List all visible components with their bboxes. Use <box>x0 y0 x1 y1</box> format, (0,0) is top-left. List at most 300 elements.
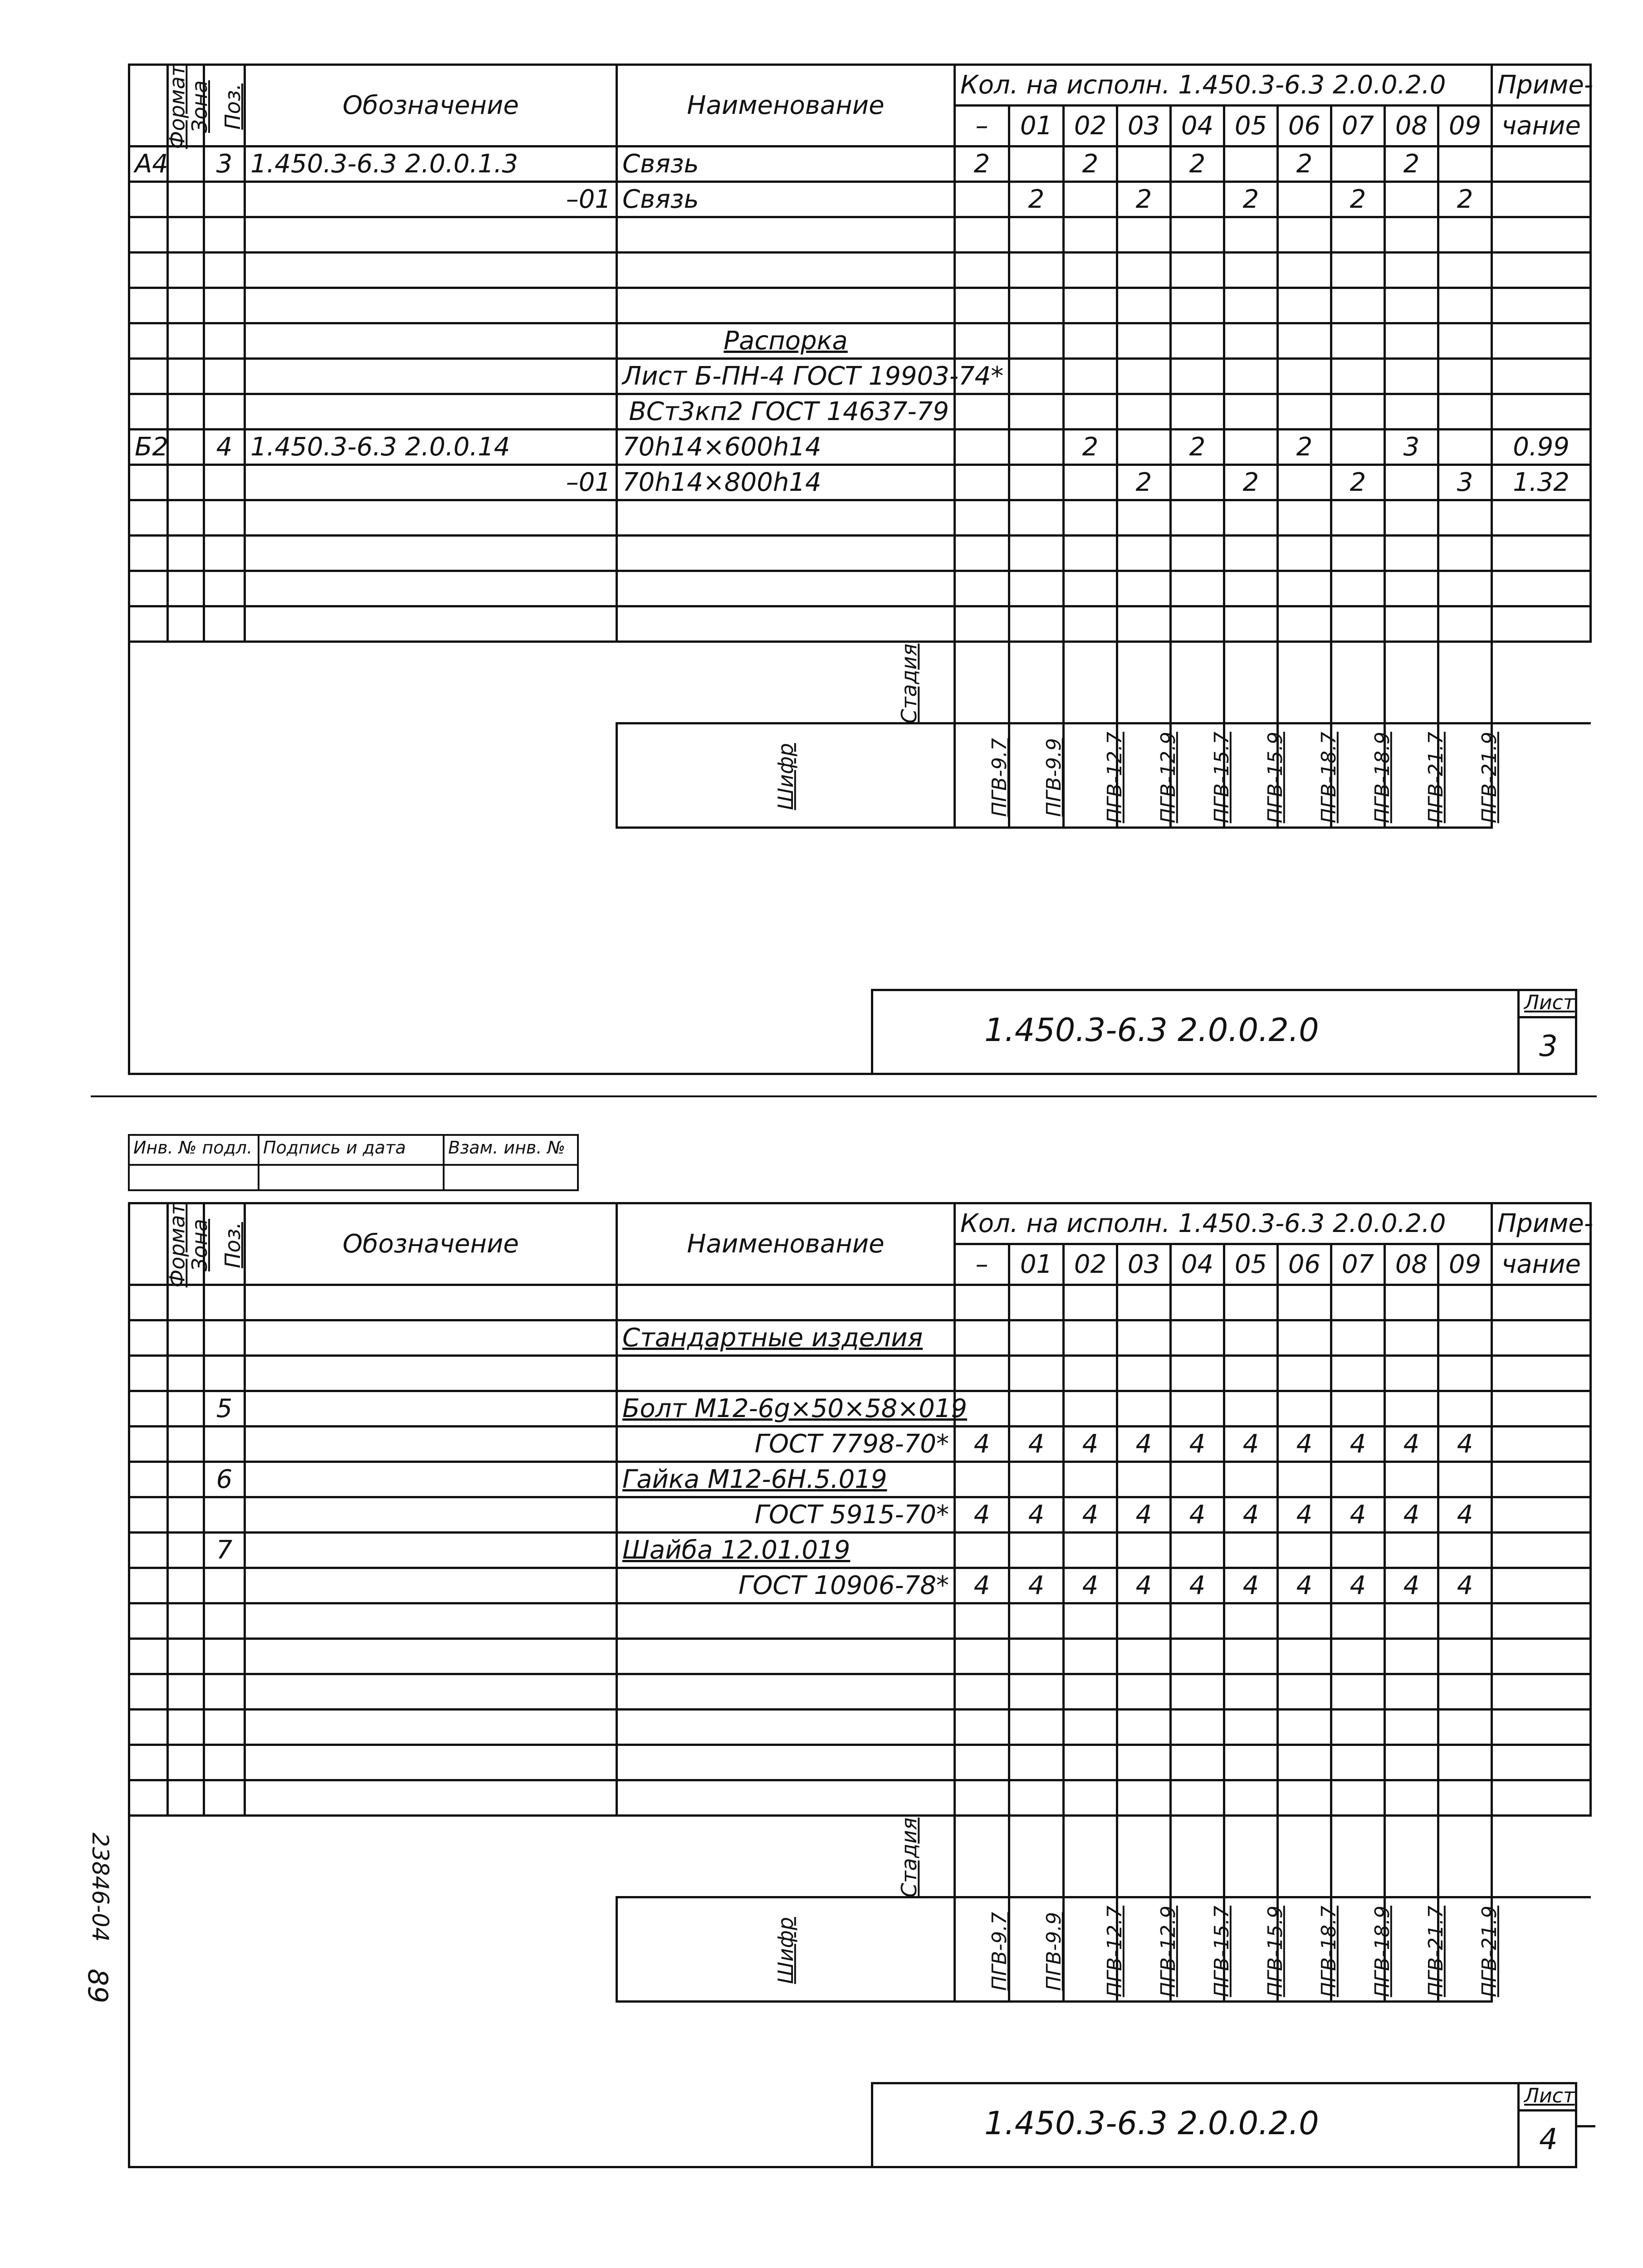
cell-qty: 4 <box>1117 1427 1171 1462</box>
cell-designation <box>245 1320 617 1356</box>
table-row <box>129 1497 1591 1533</box>
cell-zone <box>168 1497 204 1533</box>
cell-name: Лист Б-ПН-4 ГОСТ 19903-74* <box>617 359 955 394</box>
cell-format <box>129 606 168 642</box>
header-pos: Поз. <box>204 65 245 147</box>
cell-qty <box>1385 571 1438 606</box>
cell-designation <box>245 359 617 394</box>
cell-name <box>617 1285 955 1320</box>
cipher-text: ПГВ-12.7 <box>1103 1905 1126 1997</box>
cell-pos <box>204 1568 245 1603</box>
cell-pos <box>204 1603 245 1639</box>
sheet-4 <box>0 1134 1643 2268</box>
cell-qty <box>1438 1780 1492 1816</box>
cell-note <box>1492 1427 1591 1462</box>
cipher-note-cell <box>1492 1897 1591 2002</box>
table-row <box>129 465 1591 500</box>
cell-qty <box>1278 323 1331 359</box>
cell-format <box>129 1533 168 1568</box>
cell-qty <box>1009 1320 1064 1356</box>
cell-qty <box>1385 359 1438 394</box>
cell-name <box>617 1533 955 1568</box>
cell-qty <box>1331 1674 1385 1710</box>
cell-note <box>1492 1497 1591 1533</box>
header-zone: Зона <box>168 1203 204 1285</box>
cell-qty <box>1278 359 1331 394</box>
cell-note <box>1492 571 1591 606</box>
table-row <box>129 1780 1591 1816</box>
cell-qty <box>1385 1391 1438 1427</box>
cell-qty <box>1438 394 1492 430</box>
table-row <box>129 182 1591 217</box>
cell-qty <box>1438 1710 1492 1745</box>
cell-qty <box>1009 1674 1064 1710</box>
cell-pos <box>204 1427 245 1462</box>
cell-qty <box>1385 1710 1438 1745</box>
cell-name <box>617 1391 968 1427</box>
cell-qty <box>1009 536 1064 571</box>
cell-qty <box>1117 536 1171 571</box>
cell-note <box>1492 147 1591 182</box>
cell-qty <box>955 1639 1009 1674</box>
cell-format <box>129 1391 168 1427</box>
stage-label-text: Стадия <box>896 643 921 723</box>
header-variant-2: 02 <box>1064 1244 1117 1285</box>
cell-zone <box>168 359 204 394</box>
document-number: 1.450.3-6.3 2.0.0.2.0 <box>984 2105 1319 2142</box>
cell-zone <box>168 1462 204 1497</box>
cell-qty <box>1224 1639 1278 1674</box>
cell-qty <box>1278 217 1331 253</box>
cipher-text: ПГВ-21.9 <box>1477 731 1501 823</box>
cell-qty <box>1117 1639 1171 1674</box>
cell-qty: 4 <box>1278 1427 1331 1462</box>
cell-zone <box>168 288 204 323</box>
cell-name <box>617 1603 955 1639</box>
cell-qty <box>1171 1533 1224 1568</box>
cell-qty <box>1064 1533 1117 1568</box>
cell-designation <box>245 394 617 430</box>
cell-qty: 2 <box>1117 465 1171 500</box>
cell-qty <box>1171 1391 1224 1427</box>
cell-note <box>1492 1285 1591 1320</box>
cell-qty <box>1117 147 1171 182</box>
cell-qty <box>1331 1285 1385 1320</box>
cell-pos <box>204 1780 245 1816</box>
header-qty-group: Кол. на исполн. 1.450.3-6.3 2.0.0.2.0 <box>955 65 1492 106</box>
header-note-line2: чание <box>1492 106 1591 147</box>
cell-qty <box>1171 465 1224 500</box>
cell-qty <box>1224 288 1278 323</box>
cell-format <box>129 1710 168 1745</box>
cell-qty <box>1117 253 1171 288</box>
cell-qty: 2 <box>1224 182 1278 217</box>
approval-cell-blank <box>258 1164 445 1191</box>
cell-qty: 4 <box>1224 1427 1278 1462</box>
cell-qty: 4 <box>1438 1568 1492 1603</box>
cell-note <box>1492 536 1591 571</box>
cell-qty <box>1331 394 1385 430</box>
cell-format <box>129 288 168 323</box>
cell-qty <box>1171 571 1224 606</box>
cell-note <box>1492 1356 1591 1391</box>
cell-qty <box>955 1780 1009 1816</box>
cell-note <box>1492 1568 1591 1603</box>
cipher-text: ПГВ-9.9 <box>1042 1911 1066 1991</box>
cell-designation <box>245 536 617 571</box>
specification-table-sheet-4 <box>128 1202 1592 2003</box>
stage-label-text: Стадия <box>896 1817 921 1897</box>
cipher-text: ПГВ-12.9 <box>1156 731 1180 823</box>
cell-name <box>617 1710 955 1745</box>
cell-qty <box>1385 1603 1438 1639</box>
cell-qty <box>1117 500 1171 536</box>
cell-pos: 4 <box>204 430 245 465</box>
cell-pos <box>204 1285 245 1320</box>
footer-blank <box>129 1816 617 2002</box>
frame-left-line <box>128 1921 130 2168</box>
stage-cell <box>1385 642 1438 723</box>
cell-qty <box>1438 1356 1492 1391</box>
cipher-text: ПГВ-21.9 <box>1477 1905 1501 1997</box>
cell-qty <box>1171 1320 1224 1356</box>
cell-qty <box>1278 571 1331 606</box>
stage-cell <box>1331 1816 1385 1897</box>
cell-qty <box>1224 217 1278 253</box>
cell-qty <box>1064 1462 1117 1497</box>
cell-name-text: Болт М12-6g×50×58×019 <box>622 1393 968 1423</box>
header-designation: Обозначение <box>245 65 617 147</box>
cell-qty <box>1009 323 1064 359</box>
cell-qty <box>955 430 1009 465</box>
approval-cell-replaced: Взам. инв. № <box>443 1134 579 1166</box>
cipher-cell <box>1009 723 1064 828</box>
cell-format: А4 <box>129 147 168 182</box>
cell-qty: 4 <box>1385 1497 1438 1533</box>
table-row <box>129 394 1591 430</box>
cell-qty <box>1278 1391 1331 1427</box>
cell-format <box>129 1462 168 1497</box>
table-row <box>129 1745 1591 1780</box>
header-name: Наименование <box>617 1203 955 1285</box>
cell-qty <box>1117 1710 1171 1745</box>
cell-qty <box>1278 1710 1331 1745</box>
cell-zone <box>168 217 204 253</box>
cell-zone <box>168 1568 204 1603</box>
cell-qty <box>1064 1745 1117 1780</box>
cell-qty: 2 <box>1385 147 1438 182</box>
header-variant-9: 09 <box>1438 106 1492 147</box>
cell-zone <box>168 147 204 182</box>
cell-qty <box>1438 1285 1492 1320</box>
cell-qty <box>1385 1356 1438 1391</box>
cell-note <box>1492 1745 1591 1780</box>
cipher-text: ПГВ-12.9 <box>1156 1905 1180 1997</box>
cell-qty <box>1385 465 1438 500</box>
cell-pos <box>204 500 245 536</box>
cell-qty <box>1438 500 1492 536</box>
cell-zone <box>168 1674 204 1710</box>
cell-zone <box>168 394 204 430</box>
cell-qty <box>1224 500 1278 536</box>
cell-qty <box>1009 394 1064 430</box>
cell-qty <box>1438 430 1492 465</box>
cell-qty <box>1009 253 1064 288</box>
sheet-label: Лист <box>1524 991 1575 1014</box>
cipher-label-text: Шифр <box>773 743 798 810</box>
cell-qty: 4 <box>1117 1568 1171 1603</box>
cell-qty <box>1064 288 1117 323</box>
cell-qty <box>1171 182 1224 217</box>
cell-qty <box>1224 1603 1278 1639</box>
cell-qty <box>1064 359 1117 394</box>
cell-qty <box>1331 536 1385 571</box>
cell-qty <box>1009 1533 1064 1568</box>
cell-zone <box>168 1391 204 1427</box>
table-row <box>129 1603 1591 1639</box>
cipher-cell <box>955 1897 1009 2002</box>
cell-zone <box>168 430 204 465</box>
cell-name-text: Стандартные изделия <box>622 1323 923 1353</box>
cell-name <box>617 253 955 288</box>
cell-qty <box>955 1533 1009 1568</box>
cell-qty <box>1171 606 1224 642</box>
cell-format <box>129 1639 168 1674</box>
stage-cell <box>1224 1816 1278 1897</box>
cell-name <box>617 288 955 323</box>
cell-qty <box>1278 500 1331 536</box>
sheet-label: Лист <box>1524 2084 1575 2107</box>
cell-qty <box>1438 359 1492 394</box>
cell-qty: 2 <box>1064 147 1117 182</box>
cell-qty: 4 <box>1171 1427 1224 1462</box>
cell-qty <box>955 1710 1009 1745</box>
cell-qty <box>1331 323 1385 359</box>
cell-qty <box>1278 1356 1331 1391</box>
cell-name-text: Гайка М12-6Н.5.019 <box>622 1464 887 1494</box>
header-variant-4: 04 <box>1171 106 1224 147</box>
cell-designation: 1.450.3-6.3 2.0.0.1.3 <box>245 147 617 182</box>
cell-note <box>1492 288 1591 323</box>
table-row <box>129 500 1591 536</box>
header-variant-8: 08 <box>1385 106 1438 147</box>
cell-format <box>129 394 168 430</box>
sheet-3 <box>0 0 1643 1098</box>
stage-label <box>617 642 955 723</box>
cell-format <box>129 1320 168 1356</box>
cell-qty: 4 <box>955 1497 1009 1533</box>
stage-cell <box>1117 642 1171 723</box>
frame-bottom-line <box>128 1073 872 1075</box>
cipher-text: ПГВ-21.7 <box>1424 1905 1447 1997</box>
header-variant-3: 03 <box>1117 1244 1171 1285</box>
cell-qty <box>1331 1320 1385 1356</box>
header-variant-1: 01 <box>1009 106 1064 147</box>
cell-qty: 4 <box>1171 1497 1224 1533</box>
cell-qty <box>1171 394 1224 430</box>
cell-qty <box>1438 147 1492 182</box>
cell-name-text: Шайба 12.01.019 <box>622 1535 851 1565</box>
cell-format <box>129 359 168 394</box>
cell-zone <box>168 1427 204 1462</box>
cell-qty <box>1171 217 1224 253</box>
cell-qty <box>1117 1320 1171 1356</box>
frame-bottom-line <box>128 2166 872 2168</box>
header-pos: Поз. <box>204 1203 245 1285</box>
cell-qty <box>1009 1780 1064 1816</box>
cell-note <box>1492 1639 1591 1674</box>
cell-designation <box>245 1710 617 1745</box>
cell-note <box>1492 1533 1591 1568</box>
cell-qty <box>955 288 1009 323</box>
cell-qty <box>1438 1320 1492 1356</box>
cell-format <box>129 1568 168 1603</box>
header-variant-6: 06 <box>1278 1244 1331 1285</box>
cell-qty <box>1438 1639 1492 1674</box>
cell-qty: 4 <box>1171 1568 1224 1603</box>
approval-cell-blank <box>128 1164 259 1191</box>
cell-qty <box>1224 1780 1278 1816</box>
cell-qty <box>955 1745 1009 1780</box>
cell-zone <box>168 571 204 606</box>
cell-designation <box>245 1356 617 1391</box>
table-row <box>129 536 1591 571</box>
cell-pos <box>204 182 245 217</box>
cell-qty: 4 <box>1064 1427 1117 1462</box>
header-qty-group: Кол. на исполн. 1.450.3-6.3 2.0.0.2.0 <box>955 1203 1492 1244</box>
cell-qty <box>1064 323 1117 359</box>
cell-qty: 4 <box>1117 1497 1171 1533</box>
cipher-label-text: Шифр <box>773 1916 798 1984</box>
cipher-label <box>617 1897 955 2002</box>
cell-pos <box>204 1356 245 1391</box>
cell-qty <box>1064 606 1117 642</box>
cell-pos <box>204 1710 245 1745</box>
cell-qty: 4 <box>1009 1497 1064 1533</box>
cell-note <box>1492 606 1591 642</box>
cell-qty: 4 <box>1064 1568 1117 1603</box>
sheet-cell-divider <box>1517 989 1520 1075</box>
cell-qty <box>1009 359 1064 394</box>
cell-qty <box>1117 1745 1171 1780</box>
cell-designation: 1.450.3-6.3 2.0.0.14 <box>245 430 617 465</box>
cell-qty <box>955 465 1009 500</box>
sheet-cell-divider <box>1517 2082 1520 2168</box>
cipher-text: ПГВ-18.7 <box>1317 1905 1340 1997</box>
header-name: Наименование <box>617 65 955 147</box>
cell-qty <box>1064 1285 1117 1320</box>
cell-qty <box>1009 571 1064 606</box>
cell-format <box>129 1780 168 1816</box>
cell-qty <box>1331 359 1385 394</box>
cell-qty <box>1064 465 1117 500</box>
cell-name <box>617 217 955 253</box>
cell-designation <box>245 323 617 359</box>
cell-qty <box>955 1674 1009 1710</box>
cell-qty <box>1117 430 1171 465</box>
cell-qty <box>1224 323 1278 359</box>
cell-qty <box>1331 1533 1385 1568</box>
cell-qty <box>1331 1603 1385 1639</box>
cell-format <box>129 1285 168 1320</box>
cell-qty <box>1064 1603 1117 1639</box>
cell-qty <box>1117 571 1171 606</box>
footer-blank <box>129 642 617 828</box>
cell-qty <box>1385 1533 1438 1568</box>
cell-pos <box>204 323 245 359</box>
cell-note <box>1492 1780 1591 1816</box>
cipher-text: ПГВ-18.7 <box>1317 731 1340 823</box>
cell-qty <box>1117 606 1171 642</box>
cell-qty <box>1171 1462 1224 1497</box>
cell-qty <box>1064 1780 1117 1816</box>
header-format: Формат <box>129 65 168 147</box>
table-row <box>129 217 1591 253</box>
cell-qty <box>1064 1356 1117 1391</box>
cell-qty <box>1009 1710 1064 1745</box>
cell-qty <box>1331 606 1385 642</box>
cell-qty <box>955 1320 1009 1356</box>
table-row <box>129 323 1591 359</box>
cell-name <box>617 1462 955 1497</box>
cell-qty <box>1064 253 1117 288</box>
cell-qty: 3 <box>1385 430 1438 465</box>
section-title: Распорка <box>724 326 848 356</box>
cell-qty <box>1438 1745 1492 1780</box>
cell-qty <box>1224 1285 1278 1320</box>
cell-qty <box>1278 1320 1331 1356</box>
cell-qty <box>1224 1356 1278 1391</box>
cell-designation <box>245 1285 617 1320</box>
cell-zone <box>168 606 204 642</box>
cell-format <box>129 253 168 288</box>
cell-qty <box>955 1285 1009 1320</box>
table-row <box>129 1462 1591 1497</box>
cell-qty: 4 <box>1331 1568 1385 1603</box>
cell-zone <box>168 1533 204 1568</box>
cell-designation <box>245 500 617 536</box>
document-number: 1.450.3-6.3 2.0.0.2.0 <box>984 1012 1319 1049</box>
cell-format <box>129 1603 168 1639</box>
cell-qty <box>1224 1462 1278 1497</box>
stage-cell <box>955 1816 1009 1897</box>
cell-note <box>1492 217 1591 253</box>
header-variant-7: 07 <box>1331 1244 1385 1285</box>
cell-qty <box>1009 1745 1064 1780</box>
cell-qty: 4 <box>1224 1497 1278 1533</box>
cell-qty <box>1009 1462 1064 1497</box>
cell-qty <box>1385 500 1438 536</box>
cell-qty <box>1438 288 1492 323</box>
cell-qty <box>1064 1639 1117 1674</box>
page-number: 89 <box>82 1969 113 2004</box>
cell-qty: 4 <box>1385 1427 1438 1462</box>
cell-qty <box>1331 147 1385 182</box>
cell-qty <box>1117 1285 1171 1320</box>
cell-qty <box>955 323 1009 359</box>
cell-zone <box>168 1285 204 1320</box>
cell-zone <box>168 1356 204 1391</box>
cell-qty <box>1171 1745 1224 1780</box>
cell-name <box>617 1745 955 1780</box>
cell-pos <box>204 1745 245 1780</box>
cell-qty <box>955 536 1009 571</box>
cell-qty <box>1224 253 1278 288</box>
cell-note: 1.32 <box>1492 465 1591 500</box>
cell-qty <box>1224 1320 1278 1356</box>
cell-zone <box>168 1603 204 1639</box>
cell-qty <box>1117 1391 1171 1427</box>
